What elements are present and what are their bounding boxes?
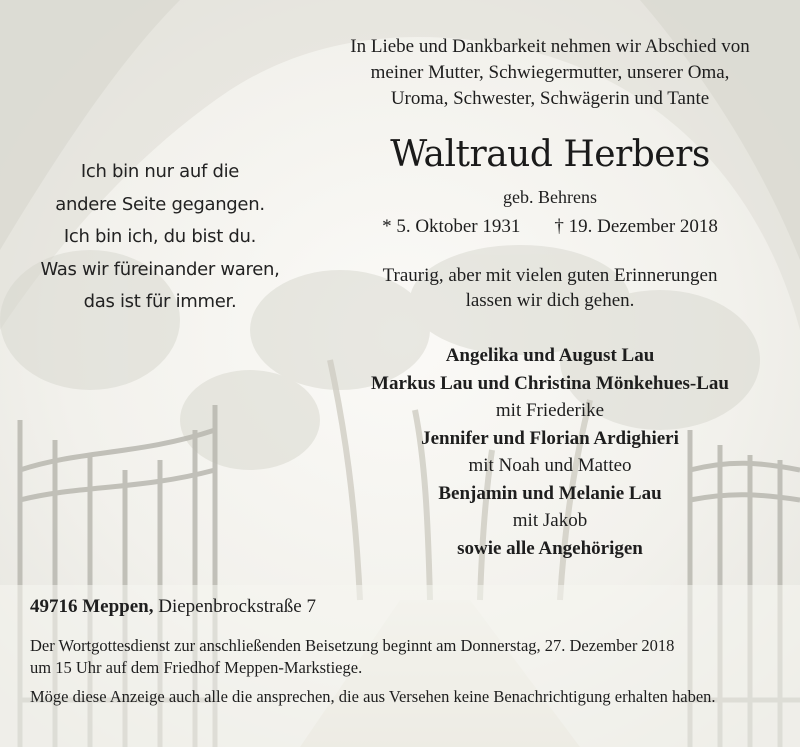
mourners-list — [320, 342, 780, 562]
farewell-line: Traurig, aber mit vielen guten Erinnerungen — [382, 265, 718, 286]
deceased-name: Waltraud Herbers — [390, 134, 710, 175]
mourner-line: Jennifer und Florian Ardighieri — [421, 427, 679, 449]
service-notice — [30, 635, 790, 679]
closing-note: Möge diese Anzeige auch alle die ansprechen, die aus Versehen keine Benachrichtigung erhalten haben. — [30, 687, 716, 706]
intro-text — [320, 34, 780, 112]
address — [30, 595, 316, 619]
mourner-line: mit Friederike — [495, 400, 605, 421]
poem-line: Ich bin nur auf die — [80, 161, 240, 182]
address-street: Diepenbrockstraße 7 — [158, 596, 316, 617]
birth-date: * 5. Oktober 1931 — [382, 216, 521, 237]
mourner-line: sowie alle Angehörigen — [457, 537, 643, 559]
intro-line: meiner Mutter, Schwiegermutter, unserer Oma, — [370, 62, 730, 83]
intro-line: In Liebe und Dankbarkeit nehmen wir Abschied von — [350, 36, 750, 57]
death-date: † 19. Dezember 2018 — [554, 216, 718, 237]
poem-line: andere Seite gegangen. — [55, 193, 265, 215]
address-city: 49716 Meppen, — [30, 596, 154, 617]
life-dates — [320, 215, 780, 239]
mourner-line: mit Jakob — [512, 510, 588, 531]
poem — [20, 156, 300, 319]
poem-line: das ist für immer. — [83, 291, 237, 312]
farewell-text — [320, 263, 780, 313]
poem-line: Was wir füreinander waren, — [40, 258, 280, 280]
service-line: Der Wortgottesdienst zur anschließenden Beisetzung beginnt am Donnerstag, 27. Dezember 2018 — [30, 636, 675, 655]
poem-line: Ich bin ich, du bist du. — [63, 226, 257, 247]
mourner-line: mit Noah und Matteo — [468, 455, 632, 476]
mourner-line: Angelika und August Lau — [445, 345, 655, 366]
service-line: um 15 Uhr auf dem Friedhof Meppen-Markstiege. — [30, 658, 363, 677]
birth-name: geb. Behrens — [503, 187, 597, 207]
mourner-line: Markus Lau und Christina Mönkehues-Lau — [371, 372, 729, 394]
mourner-line: Benjamin und Melanie Lau — [438, 482, 662, 504]
farewell-line: lassen wir dich gehen. — [465, 290, 635, 311]
intro-line: Uroma, Schwester, Schwägerin und Tante — [390, 88, 710, 109]
